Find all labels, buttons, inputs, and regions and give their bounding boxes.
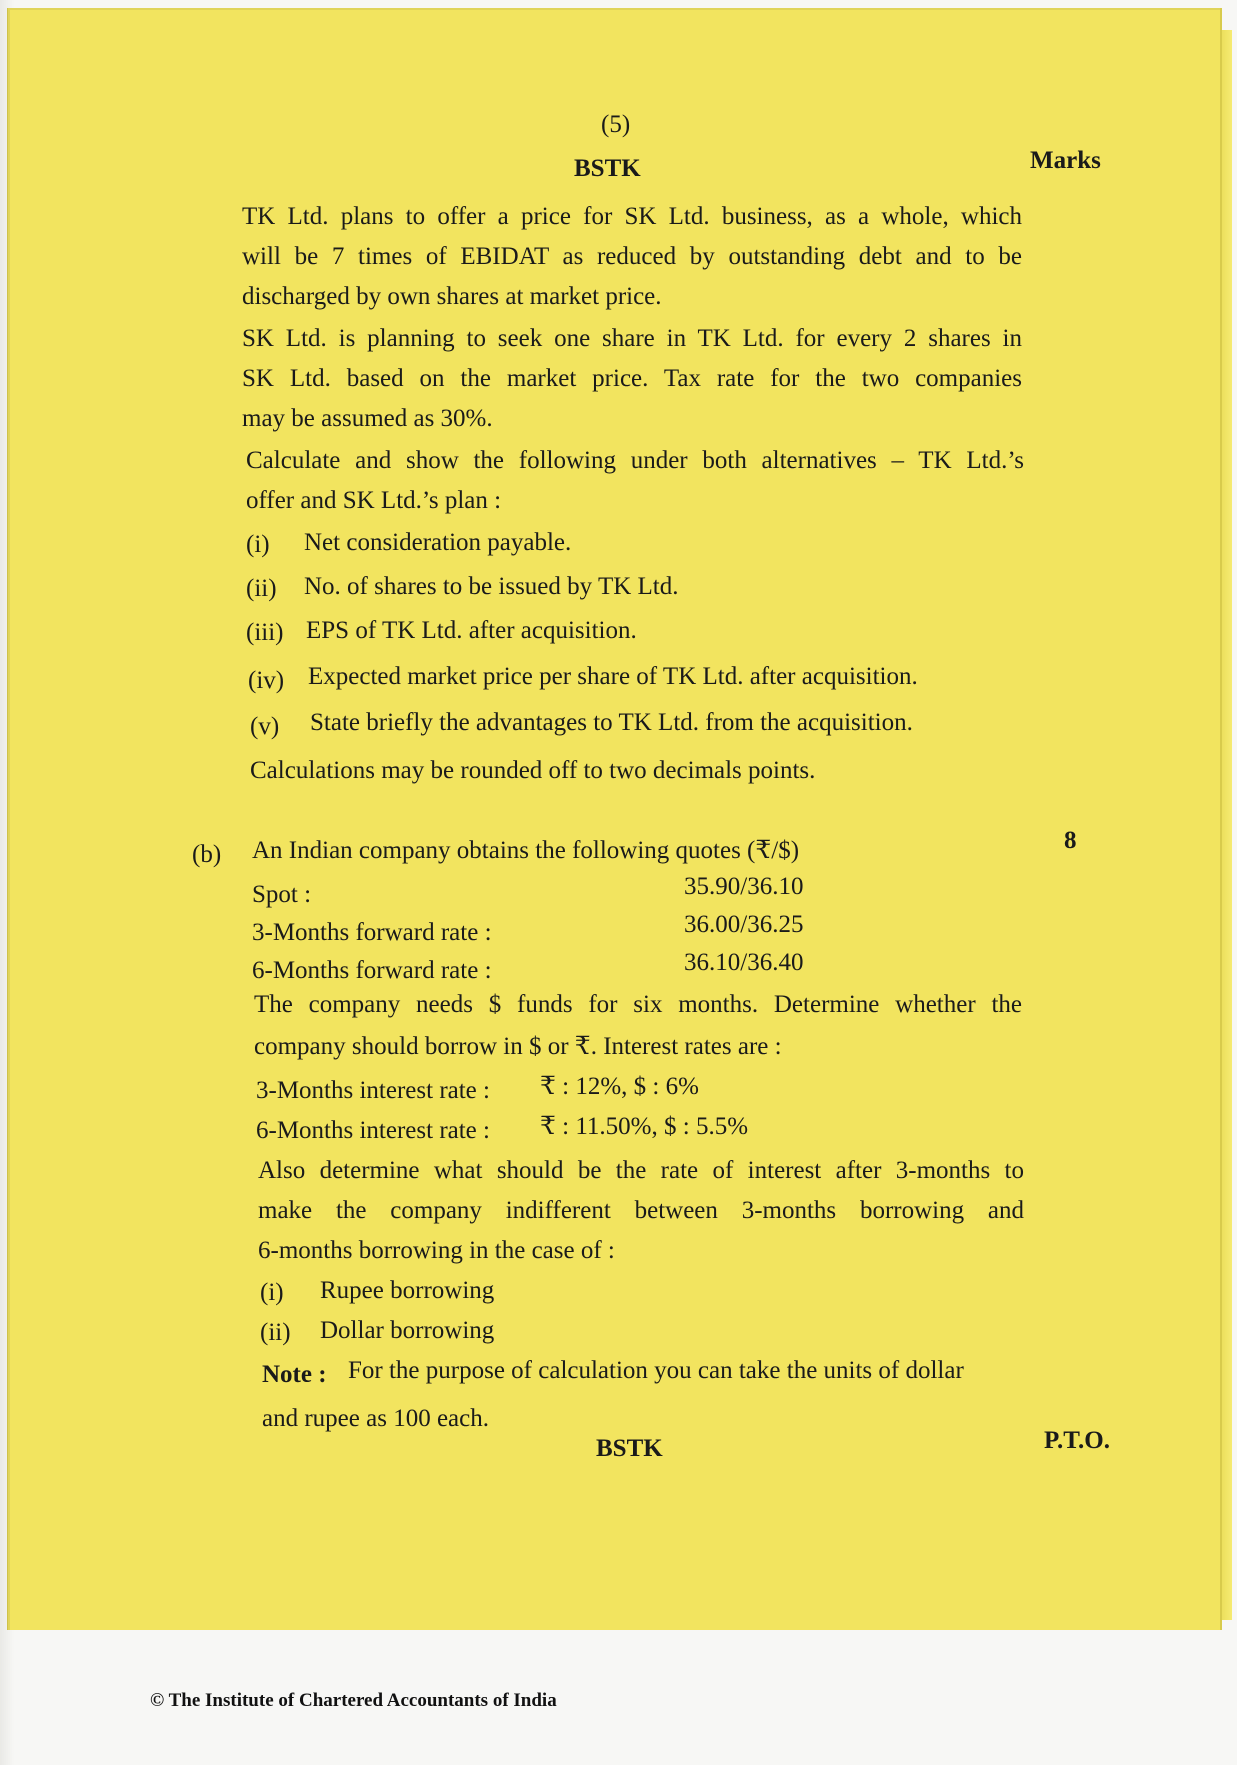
case-number: (i) xyxy=(260,1279,284,1306)
part-b-intro: An Indian company obtains the following quotes (₹/$) xyxy=(252,837,800,864)
rounding-note: Calculations may be rounded off to two decimals points. xyxy=(250,757,816,784)
part-b-label: (b) xyxy=(192,841,222,868)
quote-label: Spot : xyxy=(252,881,312,908)
determine-line: make the company indifferent between 3-months borrowing and xyxy=(258,1197,1024,1224)
item-number: (iii) xyxy=(246,619,284,646)
intro-line: will be 7 times of EBIDAT as reduced by outstanding debt and to be xyxy=(242,243,1022,270)
rate-label: 6-Months interest rate : xyxy=(256,1117,490,1144)
marks-heading: Marks xyxy=(1030,147,1101,174)
determine-line: 6-months borrowing in the case of : xyxy=(258,1237,615,1264)
instruction-line: offer and SK Ltd.’s plan : xyxy=(246,487,502,514)
intro-line: SK Ltd. is planning to seek one share in TK Ltd. for every 2 shares in xyxy=(242,325,1022,352)
intro-line: discharged by own shares at market price. xyxy=(242,283,662,310)
case-text: Dollar borrowing xyxy=(320,1317,495,1344)
requirement-line: company should borrow in $ or ₹. Interest rates are : xyxy=(254,1033,782,1060)
item-number: (i) xyxy=(246,531,270,558)
note-label: Note : xyxy=(262,1361,327,1388)
rate-value: ₹ : 11.50%, $ : 5.5% xyxy=(540,1113,749,1140)
item-number: (ii) xyxy=(246,575,277,602)
quote-label: 3-Months forward rate : xyxy=(252,919,492,946)
determine-line: Also determine what should be the rate of interest after 3-months to xyxy=(258,1157,1024,1184)
paper-code: BSTK xyxy=(574,155,641,182)
item-text: Net consideration payable. xyxy=(304,529,572,556)
exam-page xyxy=(8,8,1222,1630)
instruction-line: Calculate and show the following under both alternatives – TK Ltd.’s xyxy=(246,447,1024,474)
case-text: Rupee borrowing xyxy=(320,1277,495,1304)
quote-value: 36.10/36.40 xyxy=(684,949,804,976)
item-text: EPS of TK Ltd. after acquisition. xyxy=(306,617,637,644)
rate-label: 3-Months interest rate : xyxy=(256,1077,490,1104)
case-number: (ii) xyxy=(260,1319,291,1346)
intro-line: SK Ltd. based on the market price. Tax rate for the two companies xyxy=(242,365,1022,392)
quote-value: 35.90/36.10 xyxy=(684,873,804,900)
page-number: (5) xyxy=(601,111,631,138)
item-text: No. of shares to be issued by TK Ltd. xyxy=(304,573,679,600)
note-text: For the purpose of calculation you can take the units of dollar xyxy=(348,1357,964,1384)
item-number: (iv) xyxy=(248,667,285,694)
requirement-line: The company needs $ funds for six months. Determine whether the xyxy=(254,991,1022,1018)
note-text: and rupee as 100 each. xyxy=(262,1405,489,1432)
intro-line: may be assumed as 30%. xyxy=(242,405,493,432)
quote-value: 36.00/36.25 xyxy=(684,911,804,938)
intro-line: TK Ltd. plans to offer a price for SK Ltd. business, as a whole, which xyxy=(242,203,1022,230)
item-number: (v) xyxy=(250,713,280,740)
pto-label: P.T.O. xyxy=(1044,1427,1110,1454)
quote-label: 6-Months forward rate : xyxy=(252,957,492,984)
footer-code: BSTK xyxy=(596,1435,663,1462)
rate-value: ₹ : 12%, $ : 6% xyxy=(540,1073,699,1100)
item-text: Expected market price per share of TK Ltd. after acquisition. xyxy=(308,663,918,690)
part-b-marks: 8 xyxy=(1064,827,1077,854)
copyright-notice: © The Institute of Chartered Accountants of India xyxy=(150,1690,557,1711)
item-text: State briefly the advantages to TK Ltd. from the acquisition. xyxy=(310,709,913,736)
